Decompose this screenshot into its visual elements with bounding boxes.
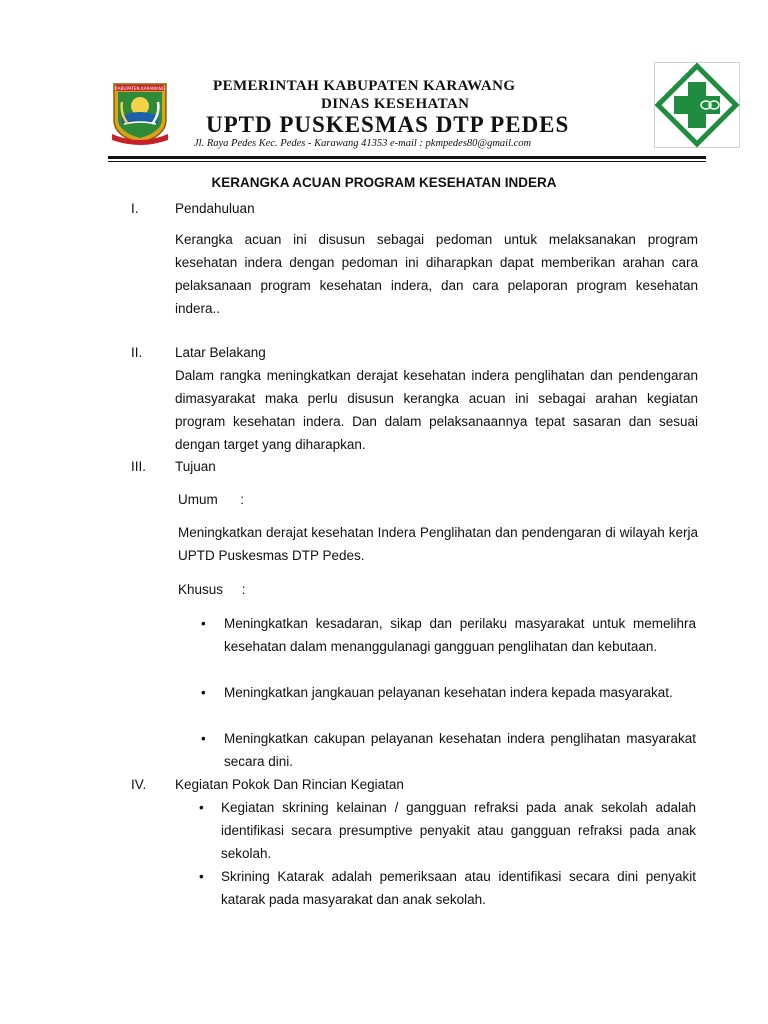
section-heading-1: Pendahuluan <box>175 201 255 216</box>
umum-label: Umum : <box>178 492 245 507</box>
section-number-3: III. <box>131 459 147 474</box>
list-item: Meningkatkan jangkauan pelayanan kesehatan indera kepada masyarakat. <box>224 685 673 700</box>
unit-name: UPTD PUSKESMAS DTP PEDES <box>206 112 570 137</box>
section-number-1: I. <box>131 201 139 216</box>
bullet-dot: • <box>201 685 206 700</box>
address-line: Jl. Raya Pedes Kec. Pedes - Karawang 41353 e-mail : pkmpedes80@gmail.com <box>194 138 532 149</box>
section-text-1: Kerangka acuan ini disusun sebagai pedoman untuk melaksanakan program kesehatan indera dengan pedoman ini diharapkan dapat memberikan arahan cara pelaksanaan program kesehatan indera, dan cara pelaporan program kesehatan indera.. <box>175 232 698 316</box>
list-item: Meningkatkan kesadaran, sikap dan perilaku masyarakat untuk memelihra kesehatan dalam menanggulanagi gangguan penglihatan dan kebutaan. <box>224 616 696 654</box>
list-item: Meningkatkan cakupan pelayanan kesehatan indera penglihatan masyarakat secara dini. <box>224 731 696 769</box>
bullet-dot: • <box>201 616 206 631</box>
section-number-4: IV. <box>131 777 147 792</box>
regency-emblem-icon <box>108 80 172 146</box>
khusus-label: Khusus : <box>178 582 246 597</box>
section-heading-4: Kegiatan Pokok Dan Rincian Kegiatan <box>175 777 404 792</box>
emblem-label: KABUPATEN KARAWANG <box>114 86 166 91</box>
list-item: Skrining Katarak adalah pemeriksaan atau identifikasi secara dini penyakit katarak pada masyarakat dan anak sekolah. <box>221 869 696 907</box>
puskesmas-logo-icon <box>654 62 740 148</box>
bullet-dot: • <box>199 800 204 815</box>
bullet-dot: • <box>199 869 204 884</box>
section-heading-3: Tujuan <box>175 459 216 474</box>
header-divider <box>108 156 706 159</box>
section-text-2: Dalam rangka meningkatkan derajat kesehatan indera penglihatan dan pendengaran dimasyarakat maka perlu disusun kerangka acuan ini sebagai arahan kegiatan program kesehatan indera. Dan dalam pelaksanaannya tepat sasaran dan sesuai dengan target yang diharapkan. <box>175 368 698 452</box>
department-name: DINAS KESEHATAN <box>321 96 470 112</box>
document-title: KERANGKA ACUAN PROGRAM KESEHATAN INDERA <box>211 175 557 190</box>
section-number-2: II. <box>131 345 143 360</box>
umum-text: Meningkatkan derajat kesehatan Indera Penglihatan dan pendengaran di wilayah kerja UPTD Puskesmas DTP Pedes. <box>178 525 698 563</box>
header-divider-thin <box>108 161 706 162</box>
list-item: Kegiatan skrining kelainan / gangguan refraksi pada anak sekolah adalah identifikasi secara presumptive penyakit atau gangguan refraksi pada anak sekolah. <box>221 800 696 861</box>
bullet-dot: • <box>201 731 206 746</box>
section-heading-2: Latar Belakang <box>175 345 266 360</box>
government-name: PEMERINTAH KABUPATEN KARAWANG <box>213 78 516 94</box>
